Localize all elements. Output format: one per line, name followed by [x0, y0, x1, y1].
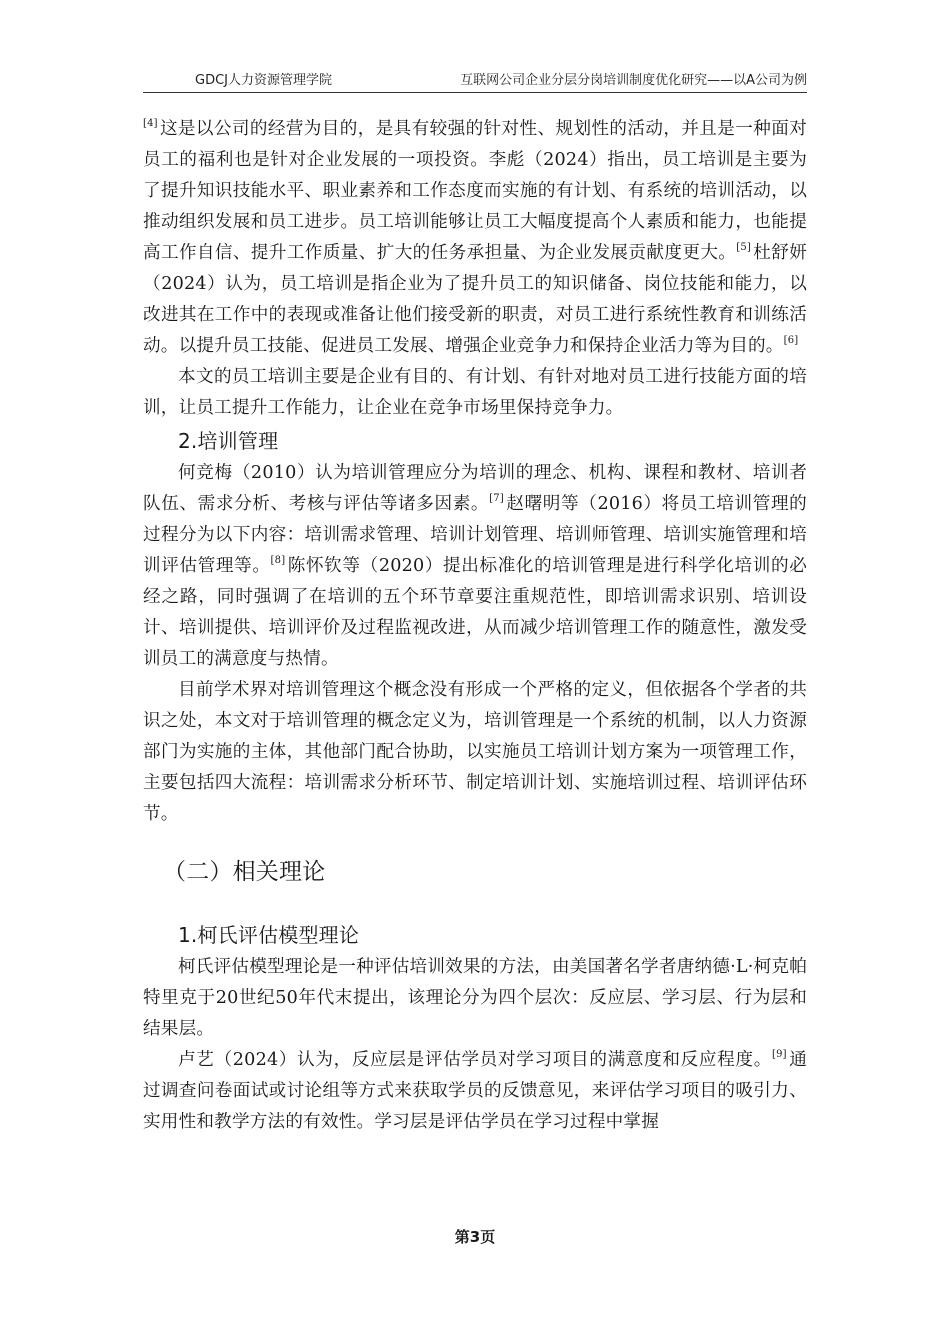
citation: [7]	[489, 493, 504, 504]
header-thesis-title: 互联网公司企业分层分岗培训制度优化研究——以A公司为例	[460, 73, 807, 88]
header-institution: GDCJ人力资源管理学院	[195, 73, 332, 88]
citation: [6]	[783, 335, 799, 346]
citation: [4]	[143, 118, 158, 129]
body-text	[143, 114, 807, 1138]
paragraph-text: 陈怀钦等（2020）提出标准化的培训管理是进行科学化培训的必经之路，同时强调了在培训的五个环节章要注重规范性，即培训需求识别、培训设计、培训提供、培训评价及过程监视改进，从而减少培训管理工作的随意性，激发受训员工的满意度与热情。	[143, 556, 808, 669]
paragraph-text: 何竞梅（2010）认为培训管理应分为培训的理念、机构、课程和教材、培训者队伍、需求分析、考核与评估等诸多因素。	[143, 463, 807, 514]
page-number: 第3页	[454, 1228, 496, 1246]
paragraph-text: 赵曙明等（2016）将员工培训管理的过程分为以下内容：培训需求管理、培训计划管理、培训师管理、培训实施管理和培训评估管理等。	[143, 494, 807, 576]
heading-kirkpatrick-model: 1.柯氏评估模型理论	[178, 923, 360, 947]
paragraph-training-management-literature	[143, 458, 807, 675]
running-header	[143, 62, 807, 93]
paragraph-text: 通过调查问卷面试或讨论组等方式来获取学员的反馈意见，来评估学习项目的吸引力、实用性和教学方法的有效性。学习层是评估学员在学习过程中掌握	[143, 1050, 807, 1132]
citation: [5]	[736, 242, 752, 253]
heading-related-theory: （二）相关理论	[163, 859, 326, 885]
paragraph-employee-training-definition	[143, 114, 807, 362]
paragraph-text: 这是以公司的经营为目的，是具有较强的针对性、规划性的活动，并且是一种面对员工的福利也是针对企业发展的一项投资。李彪（2024）指出，员工培训是主要为了提升知识技能水平、职业素养和工作态度而实施的有计划、有系统的培训活动，以推动组织发展和员工进步。员工培训能够让员工大幅度提高个人素质和能力，也能提高工作自信、提升工作质量、扩大的任务承担量、为企业发展贡献度更大。	[143, 119, 807, 263]
paragraph-training-management-definition: 目前学术界对培训管理这个概念没有形成一个严格的定义，但依据各个学者的共识之处，本文对于培训管理的概念定义为，培训管理是一个系统的机制，以人力资源部门为实施的主体，其他部门配合协助，以实施员工培训计划方案为一项管理工作，主要包括四大流程：培训需求分析环节、制定培训计划、实施培训过程、培训评估环节。	[143, 680, 807, 824]
paragraph-kirkpatrick-intro: 柯氏评估模型理论是一种评估培训效果的方法，由美国著名学者唐纳德·L·柯克帕特里克于20世纪50年代末提出，该理论分为四个层次：反应层、学习层、行为层和结果层。	[143, 957, 807, 1039]
citation: [8]	[270, 555, 286, 566]
paragraph-text: 卢艺（2024）认为，反应层是评估学员对学习项目的满意度和反应程度。	[178, 1050, 772, 1070]
citation: [9]	[771, 1049, 787, 1060]
heading-training-management: 2.培训管理	[178, 429, 279, 453]
paragraph-employee-training-scope: 本文的员工培训主要是企业有目的、有计划、有针对地对员工进行技能方面的培训，让员工提升工作能力，让企业在竞争市场里保持竞争力。	[143, 367, 807, 418]
paragraph-reaction-level	[143, 1045, 807, 1138]
paragraph-text: 杜舒妍（2024）认为，员工培训是指企业为了提升员工的知识储备、岗位技能和能力，以改进其在工作中的表现或准备让他们接受新的职责，对员工进行系统性教育和训练活动。以提升员工技能、促进员工发展、增强企业竞争力和保持企业活力等为目的。	[143, 243, 807, 356]
